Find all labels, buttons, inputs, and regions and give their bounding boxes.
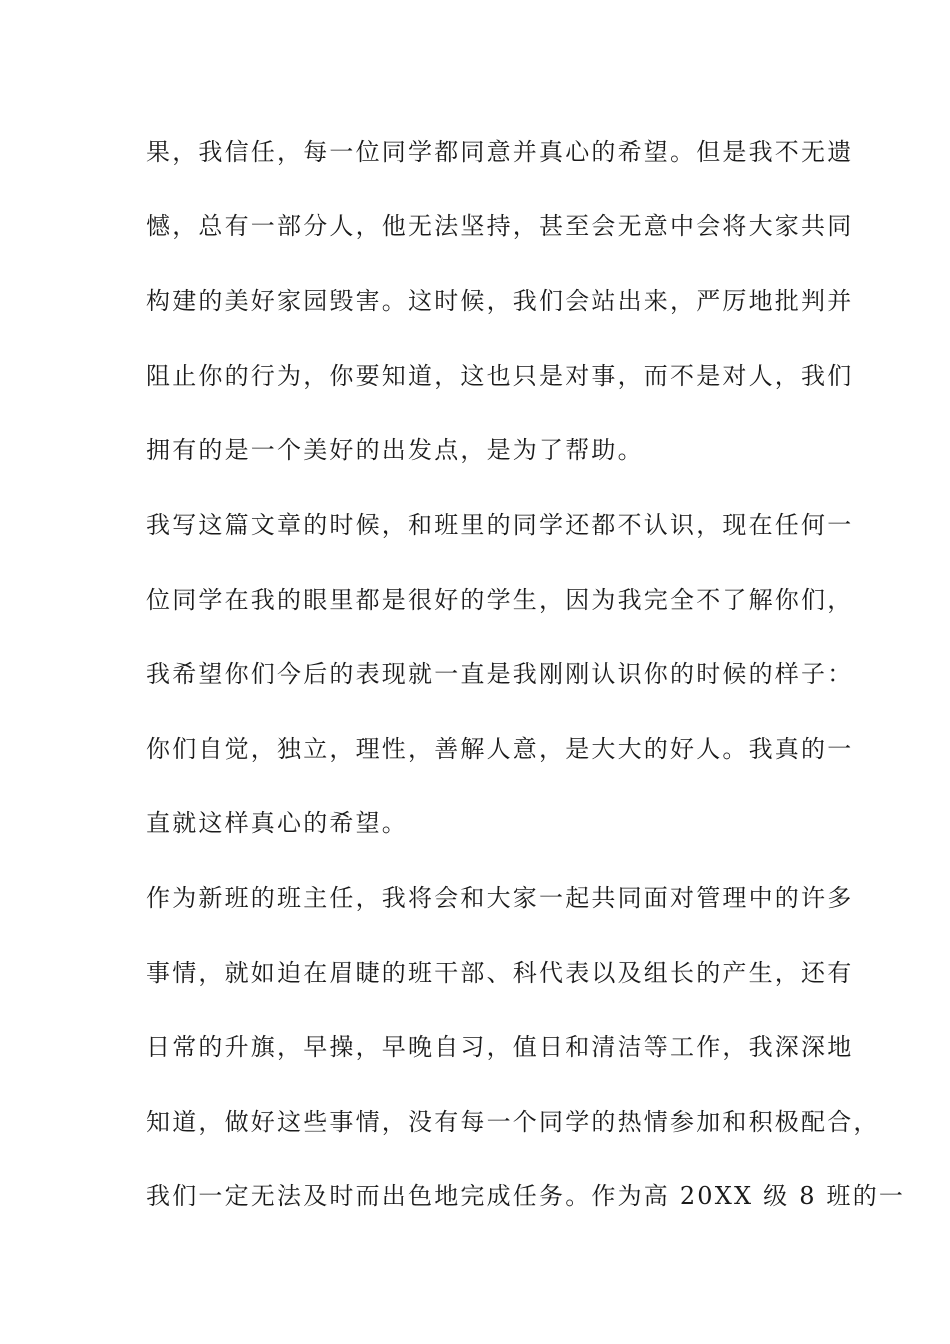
text-line: 拥有的是一个美好的出发点，是为了帮助。 (146, 436, 644, 464)
text-line: 我们一定无法及时而出色地完成任务。作为高 20XX 级 8 班的一 (146, 1182, 906, 1210)
text-line: 构建的美好家园毁害。这时候，我们会站出来，严厉地批判并 (146, 287, 854, 315)
text-line: 阻止你的行为，你要知道，这也只是对事，而不是对人，我们 (146, 362, 854, 390)
text-line: 作为新班的班主任，我将会和大家一起共同面对管理中的许多 (146, 884, 854, 912)
text-line: 我写这篇文章的时候，和班里的同学还都不认识，现在任何一 (146, 511, 854, 539)
text-line: 你们自觉，独立，理性，善解人意，是大大的好人。我真的一 (146, 735, 854, 763)
text-line: 日常的升旗，早操，早晚自习，值日和清洁等工作，我深深地 (146, 1033, 854, 1061)
text-line: 知道，做好这些事情，没有每一个同学的热情参加和积极配合， (146, 1108, 880, 1136)
text-line: 我希望你们今后的表现就一直是我刚刚认识你的时候的样子： (146, 660, 854, 688)
text-line: 位同学在我的眼里都是很好的学生，因为我完全不了解你们， (146, 586, 854, 614)
text-line: 果，我信任，每一位同学都同意并真心的希望。但是我不无遗 (146, 138, 854, 166)
text-line: 憾，总有一部分人，他无法坚持，甚至会无意中会将大家共同 (146, 212, 854, 240)
text-line: 直就这样真心的希望。 (146, 809, 408, 837)
text-line: 事情，就如迫在眉睫的班干部、科代表以及组长的产生，还有 (146, 959, 854, 987)
